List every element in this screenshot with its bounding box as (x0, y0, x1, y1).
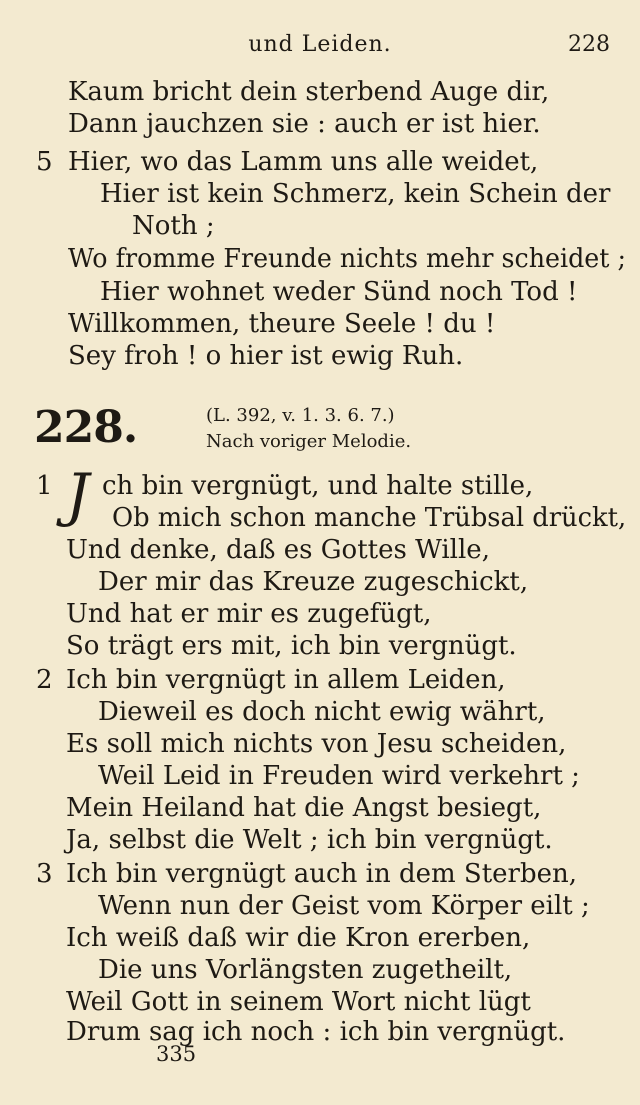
verse-line: Die uns Vorlängsten zugetheilt, (98, 955, 513, 985)
verse-line: Mein Heiland hat die Angst besiegt, (66, 793, 542, 823)
verse-line: Noth ; (132, 211, 215, 241)
verse-line: Der mir das Kreuze zugeschickt, (98, 567, 529, 597)
verse-line: Und hat er mir es zugefügt, (66, 599, 432, 629)
verse-line: Sey froh ! o hier ist ewig Ruh. (68, 341, 464, 371)
stanza-number: 2 (36, 665, 53, 695)
running-header: und Leiden. (248, 32, 392, 57)
verse-line: Dieweil es doch nicht ewig währt, (98, 697, 546, 727)
verse-line: Wenn nun der Geist vom Körper eilt ; (98, 891, 590, 921)
verse-line: Hier wohnet weder Sünd noch Tod ! (100, 277, 578, 307)
verse-line: ch bin vergnügt, und halte stille, (102, 471, 534, 501)
verse-line: Drum sag ich noch : ich bin vergnügt. (66, 1017, 566, 1047)
hymn-reference: (L. 392, v. 1. 3. 6. 7.) (206, 405, 395, 426)
verse-line: Kaum bricht dein sterbend Auge dir, (68, 77, 550, 107)
verse-line: Ja, selbst die Welt ; ich bin vergnügt. (66, 825, 553, 855)
stanza-number: 5 (36, 147, 53, 177)
verse-line: So trägt ers mit, ich bin vergnügt. (66, 631, 517, 661)
verse-line: Hier, wo das Lamm uns alle weidet, (68, 147, 539, 177)
verse-line: Hier ist kein Schmerz, kein Schein der (100, 179, 611, 209)
verse-line: Ich bin vergnügt in allem Leiden, (66, 665, 506, 695)
verse-line: Weil Gott in seinem Wort nicht lügt (66, 987, 531, 1017)
stanza-number: 1 (36, 471, 53, 501)
verse-line: Weil Leid in Freuden wird verkehrt ; (98, 761, 580, 791)
verse-line: Wo fromme Freunde nichts mehr scheidet ; (68, 244, 627, 274)
verse-line: Ich weiß daß wir die Kron ererben, (66, 923, 531, 953)
verse-line: Ich bin vergnügt auch in dem Sterben, (66, 859, 578, 889)
signature-mark: 335 (156, 1042, 197, 1066)
stanza-number: 3 (36, 859, 53, 889)
melody-note: Nach voriger Melodie. (206, 431, 412, 452)
verse-line: Willkommen, theure Seele ! du ! (68, 309, 496, 339)
drop-cap: J (66, 461, 90, 529)
verse-line: Dann jauchzen sie : auch er ist hier. (68, 109, 541, 139)
verse-line: Es soll mich nichts von Jesu scheiden, (66, 729, 567, 759)
page-number: 228 (568, 32, 610, 57)
hymn-number: 228. (34, 402, 138, 453)
verse-line: Ob mich schon manche Trübsal drückt, (112, 503, 627, 533)
verse-line: Und denke, daß es Gottes Wille, (66, 535, 490, 565)
